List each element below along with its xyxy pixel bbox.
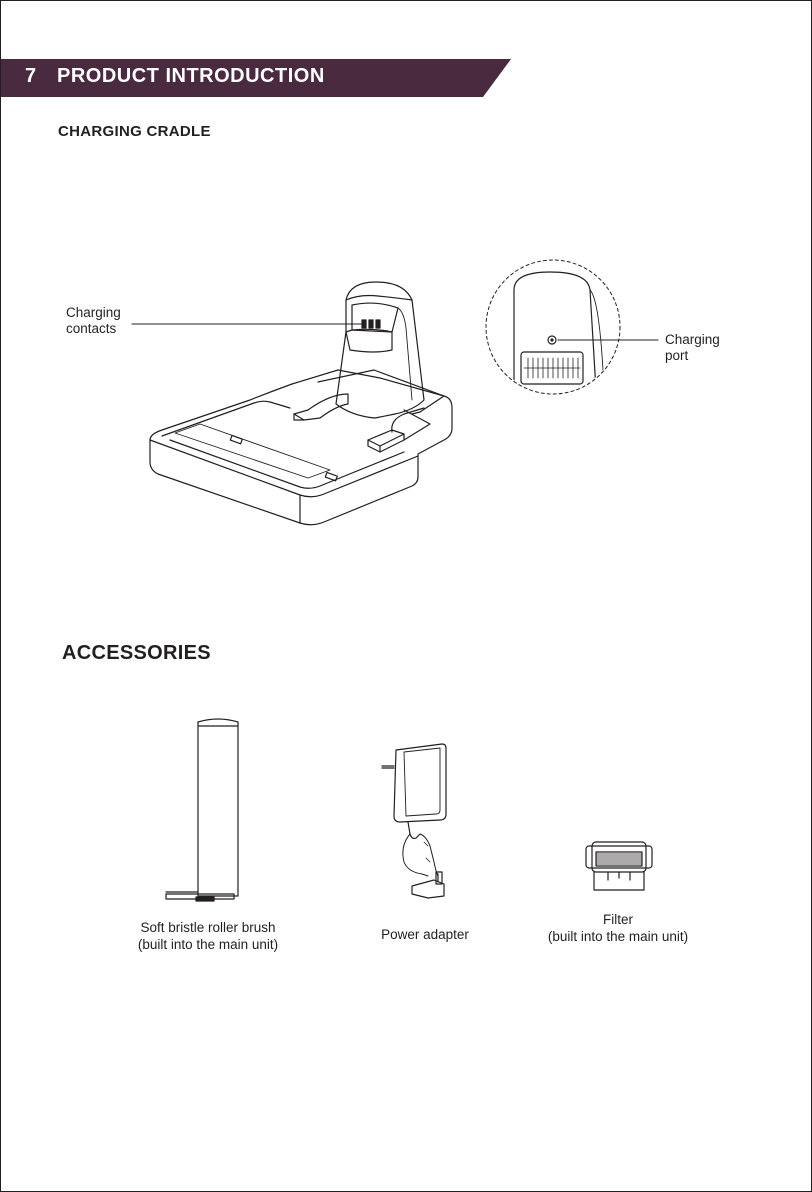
roller-brush-caption-line2: (built into the main unit) — [137, 937, 279, 952]
power-adapter-caption — [365, 926, 485, 943]
charging-cradle-illustration — [132, 282, 452, 525]
power-adapter-illustration — [382, 744, 446, 898]
charging-port-label-line2: port — [665, 348, 689, 363]
charging-port-detail — [486, 260, 658, 394]
charging-contacts-label-line2: contacts — [66, 321, 117, 336]
roller-brush-caption — [118, 919, 298, 953]
roller-brush-illustration — [166, 719, 238, 901]
charging-contacts-label-line1: Charging — [66, 305, 121, 320]
charging-contacts-label — [66, 305, 121, 337]
section-title: PRODUCT INTRODUCTION — [57, 65, 325, 87]
power-adapter-caption-line1: Power adapter — [381, 927, 469, 942]
charging-cradle-heading: CHARGING CRADLE — [58, 123, 211, 140]
filter-illustration — [586, 842, 652, 890]
filter-caption-line2: (built into the main unit) — [547, 929, 689, 944]
accessories-heading: ACCESSORIES — [62, 642, 211, 664]
charging-port-label-line1: Charging — [665, 332, 720, 347]
filter-caption-line1: Filter — [603, 912, 633, 927]
filter-caption — [528, 911, 708, 945]
section-number: 7 — [25, 65, 37, 87]
roller-brush-caption-line1: Soft bristle roller brush — [140, 920, 276, 935]
charging-port-label — [665, 332, 720, 364]
